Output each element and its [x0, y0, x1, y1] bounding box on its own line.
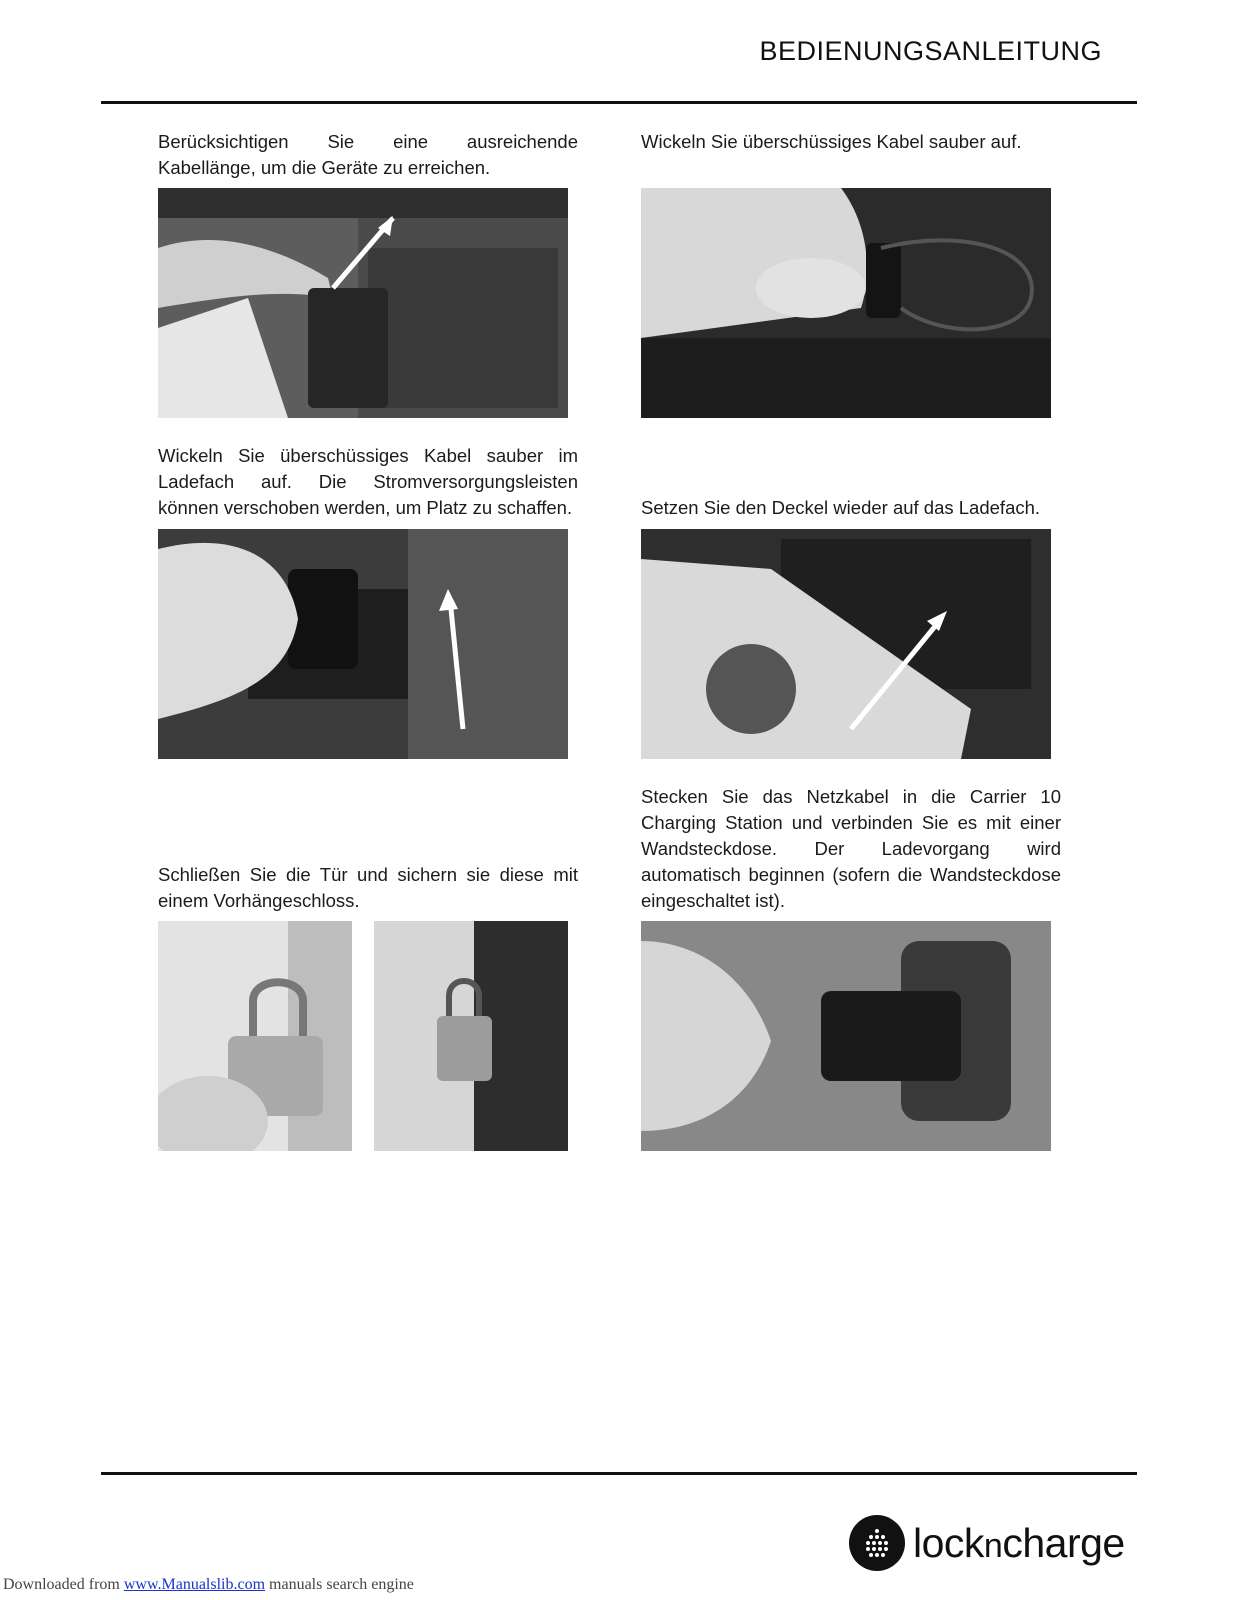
bottom-divider [101, 1472, 1137, 1475]
step-5-caption-text: Schließen Sie die Tür und sichern sie diese mit einem Vorhängeschloss. [158, 864, 578, 911]
locknc-harge-logo-icon [849, 1515, 905, 1571]
logo-text: lockncharge [913, 1519, 1125, 1566]
step-1-caption: Berücksichtigen Sie eine ausreichende Kabellänge, um die Geräte zu erreichen. [158, 131, 578, 178]
brand-logo [849, 1513, 1125, 1573]
step-2-caption: Wickeln Sie überschüssiges Kabel sauber auf. [641, 131, 1022, 152]
step-6-caption: Stecken Sie das Netzkabel in die Carrier 10 Charging Station und verbinden Sie es mit einer Wandsteckdose. Der Ladevorgang wird automatisch beginnen (sofern die Wandsteckdose eingeschaltet ist). [641, 786, 1061, 911]
footer-suffix: manuals search engine [265, 1576, 414, 1593]
step-4-caption-text: Setzen Sie den Deckel wieder auf das Ladefach. [641, 497, 1041, 518]
lid-photo [641, 529, 1051, 759]
cable-length-photo [158, 188, 568, 418]
cable-wrap-photo [641, 188, 1051, 418]
step-3-caption: Wickeln Sie überschüssiges Kabel sauber im Ladefach auf. Die Stromversorgungsleisten können verschoben werden, um Platz zu schaffen. [158, 445, 578, 518]
padlock-closed-photo [374, 921, 568, 1151]
step-5-caption [158, 784, 578, 914]
power-plug-photo [641, 921, 1051, 1151]
manualslib-link[interactable]: www.Manualslib.com [123, 1576, 266, 1593]
footer-prefix: Downloaded from [3, 1576, 124, 1593]
power-strip-photo [158, 529, 568, 759]
padlock-photo [158, 921, 352, 1151]
top-divider [101, 101, 1137, 104]
download-footer [3, 1576, 414, 1594]
document-title: BEDIENUNGSANLEITUNG [759, 36, 1102, 66]
step-4-caption [641, 443, 1061, 521]
